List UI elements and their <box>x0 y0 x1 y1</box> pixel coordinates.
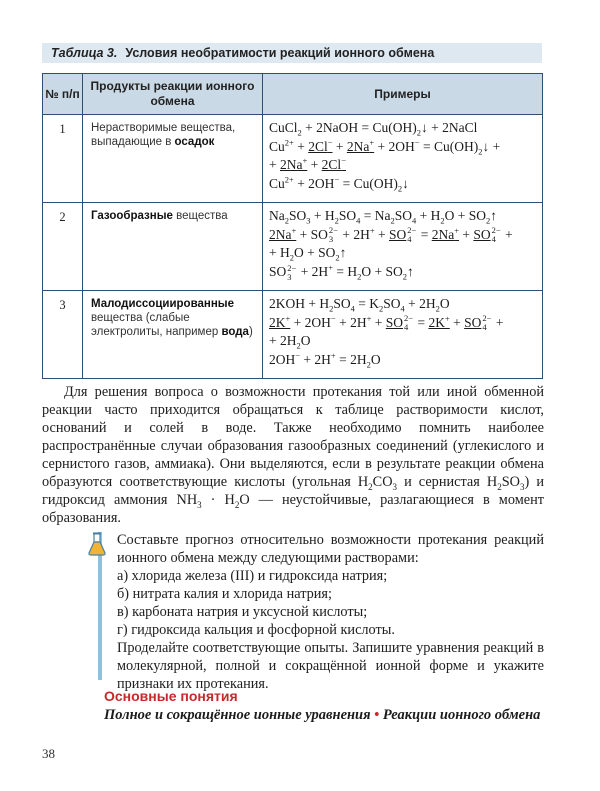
row-number: 2 <box>43 203 83 291</box>
row-product: Нерастворимые вещества, выпадающие в осадок <box>83 115 263 203</box>
task-item: г) гидроксида кальция и фосфорной кислоты. <box>117 622 395 638</box>
row-number: 3 <box>43 291 83 379</box>
key-concepts-terms <box>104 706 544 724</box>
equation-full-ionic: $Cu^{2+} + 2Cl^- + 2Na^+ + 2OH^-$ = $Cu(OH)_2↓$ + <box>269 137 501 157</box>
equation-full-ionic-cont: + 2Na+ + 2Cl− <box>269 155 346 172</box>
header-products: Продукты реакции ионного обмена <box>83 74 263 115</box>
equation-full-ionic: 2Na+ + SO 2− 3 + 2H+ + SO 2− 4 = 2Na+ + SO 2− 4 + <box>269 225 513 245</box>
key-term: Полное и сокращённое ионные уравнения <box>104 707 371 723</box>
equation-full-ionic: 2K+ + 2OH− + 2H+ + SO 2− 4 = 2K+ + SO 2− 4 + <box>269 313 504 333</box>
equation-molecular: CuCl$_2$ + 2NaOH = $Cu(OH)_2↓$ + 2NaCl <box>269 120 478 138</box>
header-examples: Примеры <box>263 74 543 115</box>
equation-full-ionic-cont: + $H_2O$ + $SO_2↑$ <box>269 245 347 264</box>
task-item: в) карбоната натрия и уксусной кислоты; <box>117 604 368 620</box>
table-caption <box>42 43 542 63</box>
body-paragraph: Для решения вопроса о возможности протекания той или иной обменной реакции часто приходится обращаться к таблице растворимости кислот, оснований и солей в воде. Также необходимо помнить наиболее распространённые случаи образования газообразных соединений (углекислого и сернистого газов, аммиака). Они выделяются, если в результате реакции обмена образуются соответствующие кислоты (угольная $H_2CO_3$ и сернистая $H_2SO_3$) и гидроксид аммония $NH_3 \cdot H_2O$ — неустойчивые, разлагающиеся в момент образования. <box>42 384 544 526</box>
ion-exchange-table <box>42 73 543 379</box>
row-product: Газообразные вещества <box>83 203 263 291</box>
table-row <box>43 291 543 379</box>
row-product: Малодиссоциированные вещества (слабые электролиты, например вода) <box>83 291 263 379</box>
equation-molecular: $Na_2SO_3 + H_2SO_4 = Na_2SO_4 + H_2O$ + $SO_2↑$ <box>269 208 498 226</box>
term-separator: • <box>374 707 380 723</box>
equation-molecular: $2KOH + H_2SO_4 = K_2SO_4 + 2H_2O$ <box>269 296 450 314</box>
lab-flask-icon <box>87 532 107 556</box>
header-num: № п/п <box>43 74 83 115</box>
task-intro: Составьте прогноз относительно возможности протекания реакций ионного обмена между следующими растворами: <box>117 532 544 566</box>
row-examples <box>263 291 543 379</box>
key-term: Реакции ионного обмена <box>382 707 541 723</box>
equation-full-ionic-cont: + $2H_2O$ <box>269 333 311 352</box>
equation-short-ionic: $2OH^- + 2H^+ = 2H_2O$ <box>269 350 381 370</box>
row-examples <box>263 115 543 203</box>
page-number: 38 <box>42 746 55 761</box>
task-outro: Проделайте соответствующие опыты. Запишите уравнения реакций в молекулярной, полной и сокращённой ионной форме и укажите признаки их протекания. <box>117 640 544 692</box>
table-row <box>43 115 543 203</box>
row-number: 1 <box>43 115 83 203</box>
table-caption-number: Таблица 3. <box>51 46 118 60</box>
task-item: б) нитрата калия и хлорида натрия; <box>117 586 332 602</box>
key-concepts-title: Основные понятия <box>104 688 238 704</box>
equation-short-ionic: SO 2− 3 + $2H^+ = H_2O$ + $SO_2↑$ <box>269 262 414 282</box>
table-header-row <box>43 74 543 115</box>
table-caption-title: Условия необратимости реакций ионного обмена <box>125 46 435 60</box>
row-examples <box>263 203 543 291</box>
equation-short-ionic: $Cu^{2+} + 2OH^-$ = $Cu(OH)_2↓$ <box>269 174 409 194</box>
task-item: а) хлорида железа (III) и гидроксида натрия; <box>117 568 388 584</box>
task-block <box>117 531 544 693</box>
table-row <box>43 203 543 291</box>
